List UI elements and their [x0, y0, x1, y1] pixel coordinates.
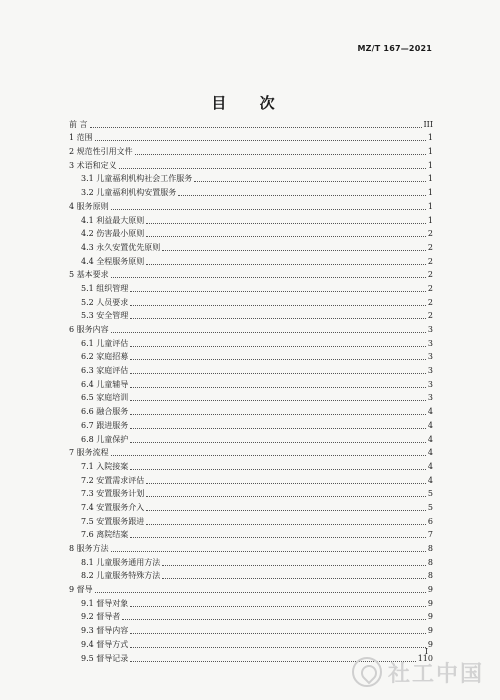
- toc-entry-label: 5.2 人员要求: [81, 297, 129, 307]
- toc-entry-label: 7.4 安置服务介入: [81, 502, 145, 512]
- toc-entry-label: 8.1 儿童服务通用方法: [81, 557, 161, 567]
- toc-leader-dots: [146, 235, 426, 237]
- toc-leader-dots: [130, 399, 426, 401]
- toc-leader-dots: [146, 263, 426, 265]
- toc-entry[interactable]: [69, 116, 433, 130]
- toc-entry-label: 3.2 儿童福利机构安置服务: [81, 188, 177, 198]
- toc-entry[interactable]: [69, 581, 433, 595]
- toc-entry-label: 前 言: [69, 119, 88, 129]
- toc-leader-dots: [178, 194, 426, 196]
- toc-entry[interactable]: [69, 308, 433, 322]
- toc-entry[interactable]: [69, 458, 433, 472]
- toc-entry[interactable]: [69, 239, 433, 253]
- toc-entry-page: 1: [427, 174, 433, 184]
- toc-entry-label: 6.4 儿童辅导: [81, 379, 129, 389]
- toc-leader-dots: [111, 276, 426, 278]
- toc-entry-page: 3: [427, 366, 433, 376]
- toc-entry-label: 4 服务原则: [69, 201, 109, 211]
- toc-entry[interactable]: [69, 198, 433, 212]
- toc-entry[interactable]: [69, 267, 433, 281]
- toc-entry[interactable]: [69, 403, 433, 417]
- toc-entry-page: 5: [427, 502, 433, 512]
- toc-leader-dots: [119, 167, 426, 169]
- toc-leader-dots: [146, 482, 426, 484]
- toc-entry[interactable]: [69, 540, 433, 554]
- toc-entry-label: 7 服务流程: [69, 448, 109, 458]
- toc-leader-dots: [162, 577, 426, 579]
- toc-leader-dots: [111, 550, 426, 552]
- toc-entry-page: 4: [427, 448, 433, 458]
- toc-entry-label: 9.2 督导者: [81, 612, 121, 622]
- toc-entry-page: 2: [427, 229, 433, 239]
- toc-leader-dots: [135, 153, 426, 155]
- toc-entry-page: 110: [417, 653, 433, 663]
- toc-entry[interactable]: [69, 636, 433, 650]
- toc-leader-dots: [130, 605, 426, 607]
- toc-leader-dots: [162, 564, 426, 566]
- toc-entry-page: 1: [427, 147, 433, 157]
- toc-entry-label: 8.2 儿童服务特殊方法: [81, 571, 161, 581]
- toc-entry-page: 4: [427, 434, 433, 444]
- toc-entry-page: 1: [427, 160, 433, 170]
- toc-entry-label: 5.3 安全管理: [81, 311, 129, 321]
- toc-leader-dots: [130, 345, 426, 347]
- toc-entry-label: 7.1 入院接案: [81, 461, 129, 471]
- toc-leader-dots: [130, 386, 426, 388]
- toc-entry[interactable]: [69, 513, 433, 527]
- toc-entry-label: 7.3 安置服务计划: [81, 489, 145, 499]
- toc-entry-label: 6.6 融合服务: [81, 407, 129, 417]
- toc-entry[interactable]: [69, 376, 433, 390]
- toc-entry[interactable]: [69, 417, 433, 431]
- toc-entry[interactable]: [69, 130, 433, 144]
- toc-leader-dots: [130, 427, 426, 429]
- toc-leader-dots: [146, 523, 426, 525]
- toc-entry-label: 5.1 组织管理: [81, 283, 129, 293]
- toc-entry-page: 9: [427, 598, 433, 608]
- toc-leader-dots: [90, 126, 422, 128]
- toc-leader-dots: [130, 304, 426, 306]
- toc-entry-label: 4.3 永久安置优先原则: [81, 242, 161, 252]
- toc-entry-page: 2: [427, 297, 433, 307]
- toc-leader-dots: [130, 646, 426, 648]
- toc-entry[interactable]: [69, 226, 433, 240]
- social-work-logo-icon: [352, 657, 382, 687]
- toc-entry-page: 1: [427, 133, 433, 143]
- toc-entry-label: 6 服务内容: [69, 325, 109, 334]
- toc-entry-page: 1: [427, 215, 433, 225]
- toc-entry-label: 7.5 安置服务跟进: [81, 516, 145, 526]
- page-title: 目 次: [211, 94, 289, 112]
- toc-entry-page: 9: [427, 585, 433, 595]
- toc-leader-dots: [130, 536, 426, 538]
- toc-entry[interactable]: [69, 280, 433, 294]
- toc-entry-label: 4.2 伤害最小原则: [81, 229, 145, 239]
- toc-entry-label: 9.1 督导对象: [81, 598, 129, 608]
- toc-entry-page: 2: [427, 242, 433, 252]
- toc-leader-dots: [130, 468, 426, 470]
- toc-entry-page: 8: [427, 544, 433, 553]
- toc-entry-page: 3: [427, 379, 433, 389]
- toc-entry-page: 4: [427, 420, 433, 430]
- toc-entry-label: 7.2 安置需求评估: [81, 475, 145, 485]
- toc-entry-page: 3: [427, 338, 433, 348]
- toc-leader-dots: [111, 208, 426, 210]
- watermark-text: 社工中国: [388, 661, 485, 687]
- toc-entry-page: 4: [427, 461, 433, 471]
- table-of-contents: [69, 116, 433, 664]
- toc-entry-label: 4.1 利益最大原则: [81, 215, 145, 225]
- toc-entry-page: 6: [427, 516, 433, 526]
- document-code: MZ/T 167—2021: [357, 44, 432, 53]
- toc-entry-page: 2: [427, 256, 433, 266]
- toc-entry-label: 9.5 督导记录: [81, 653, 129, 663]
- toc-entry[interactable]: [69, 294, 433, 308]
- toc-leader-dots: [130, 372, 426, 374]
- toc-entry-page: 1: [427, 201, 433, 211]
- toc-leader-dots: [130, 290, 426, 292]
- toc-entry-label: 3.1 儿童福利机构社会工作服务: [81, 174, 193, 184]
- toc-entry-label: 3 术语和定义: [69, 160, 117, 170]
- toc-entry-page: 3: [427, 325, 433, 334]
- toc-entry-label: 9.3 督导内容: [81, 626, 129, 636]
- toc-entry[interactable]: [69, 157, 433, 171]
- toc-entry-page: 8: [427, 557, 433, 567]
- toc-leader-dots: [130, 441, 426, 443]
- toc-entry-page: 9: [427, 626, 433, 636]
- toc-entry[interactable]: [69, 527, 433, 541]
- toc-entry-page: 2: [427, 270, 433, 280]
- toc-entry[interactable]: [69, 595, 433, 609]
- toc-entry[interactable]: [69, 212, 433, 226]
- toc-entry[interactable]: [69, 184, 433, 198]
- toc-entry-page: 3: [427, 393, 433, 403]
- toc-leader-dots: [130, 413, 426, 415]
- toc-entry-label: 2 规范性引用文件: [69, 147, 133, 157]
- toc-entry-label: 9.4 督导方式: [81, 639, 129, 649]
- toc-entry[interactable]: [69, 622, 433, 636]
- toc-entry-label: 6.2 家庭招募: [81, 352, 129, 362]
- toc-entry-label: 6.8 儿童保护: [81, 434, 129, 444]
- page-number: I: [424, 647, 428, 656]
- toc-entry-page: 8: [427, 571, 433, 581]
- toc-entry[interactable]: [69, 143, 433, 157]
- toc-leader-dots: [146, 222, 426, 224]
- watermark: [352, 652, 492, 692]
- toc-entry[interactable]: [69, 445, 433, 459]
- toc-entry[interactable]: [69, 609, 433, 623]
- toc-entry[interactable]: [69, 554, 433, 568]
- toc-entry[interactable]: [69, 349, 433, 363]
- toc-leader-dots: [122, 618, 426, 620]
- toc-entry-label: 6.1 儿童评估: [81, 338, 129, 348]
- toc-entry-page: 4: [427, 475, 433, 485]
- toc-entry-label: 9 督导: [69, 585, 93, 595]
- toc-entry-label: 6.7 跟进服务: [81, 420, 129, 430]
- toc-entry-page: 7: [427, 530, 433, 540]
- toc-entry-label: 8 服务方法: [69, 544, 109, 553]
- toc-entry[interactable]: [69, 321, 433, 335]
- toc-entry-page: 2: [427, 283, 433, 293]
- toc-leader-dots: [111, 454, 426, 456]
- toc-entry[interactable]: [69, 171, 433, 185]
- toc-entry-page: 4: [427, 407, 433, 417]
- toc-entry-page: 9: [427, 612, 433, 622]
- toc-entry[interactable]: [69, 431, 433, 445]
- toc-leader-dots: [194, 180, 426, 182]
- toc-entry-page: 3: [427, 352, 433, 362]
- toc-entry[interactable]: [69, 486, 433, 500]
- toc-entry-label: 6.5 家庭培训: [81, 393, 129, 403]
- toc-entry[interactable]: [69, 390, 433, 404]
- toc-entry-label: 7.6 离院结案: [81, 530, 129, 540]
- toc-leader-dots: [130, 358, 426, 360]
- toc-entry[interactable]: [69, 253, 433, 267]
- toc-entry[interactable]: [69, 335, 433, 349]
- toc-leader-dots: [146, 495, 426, 497]
- toc-leader-dots: [130, 317, 426, 319]
- toc-entry[interactable]: [69, 472, 433, 486]
- toc-entry[interactable]: [69, 499, 433, 513]
- toc-entry-label: 5 基本要求: [69, 270, 109, 280]
- toc-entry-label: 6.3 家庭评估: [81, 366, 129, 376]
- toc-leader-dots: [111, 331, 426, 333]
- toc-leader-dots: [95, 591, 426, 593]
- toc-leader-dots: [130, 632, 426, 634]
- toc-entry[interactable]: [69, 568, 433, 582]
- toc-entry-page: 2: [427, 311, 433, 321]
- toc-entry-label: 4.4 全程服务原则: [81, 256, 145, 266]
- toc-leader-dots: [95, 139, 426, 141]
- toc-entry-label: 1 范围: [69, 133, 93, 143]
- toc-entry-page: 5: [427, 489, 433, 499]
- toc-leader-dots: [162, 249, 426, 251]
- toc-leader-dots: [146, 509, 426, 511]
- toc-entry[interactable]: [69, 362, 433, 376]
- toc-entry-page: 1: [427, 188, 433, 198]
- toc-entry-page: III: [423, 119, 433, 129]
- toc-entry-page: 9: [427, 639, 433, 649]
